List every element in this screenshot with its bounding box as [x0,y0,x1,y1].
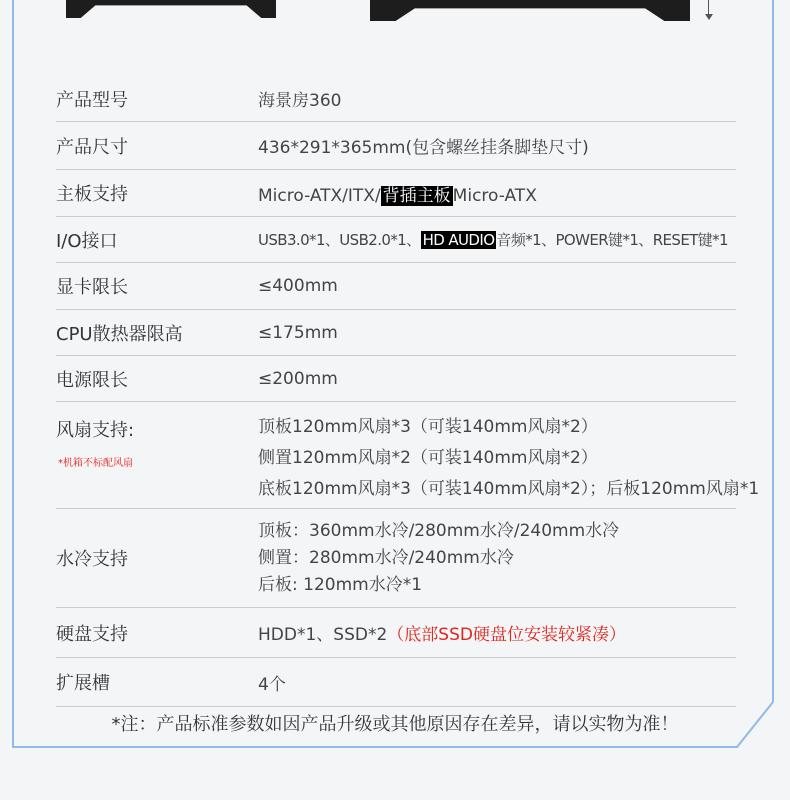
spec-row-storage [56,608,736,658]
spec-label: 产品尺寸 [56,136,128,158]
spec-value-line: 侧置：280mm水冷/240mm水冷 [258,547,514,568]
spec-row-size [56,122,736,170]
spec-row-motherboard [56,170,736,217]
spec-value-line: 顶板120mm风扇*3（可装140mm风扇*2） [258,417,598,437]
spec-value-suffix: Micro-ATX [452,185,537,206]
spec-value: 海景房360 [258,91,342,111]
spec-value: 4个 [258,674,286,695]
spec-label: 硬盘支持 [56,623,128,645]
spec-value-highlight: HD AUDIO [422,231,495,249]
spec-value: ≤175mm [258,322,338,343]
spec-label-group [56,402,258,469]
spec-value [258,181,736,206]
spec-row-water-cooling [56,509,736,608]
case-bottom-image-left [66,0,276,18]
spec-value-prefix: HDD*1、SSD*2 [258,625,388,645]
spec-label: 水冷支持 [56,549,128,570]
spec-row-cpu-cooler [56,310,736,356]
spec-value-line: 底板120mm风扇*3（可装140mm风扇*2）；后板120mm风扇*1 [258,479,760,499]
frame-border-left [12,0,14,748]
disclaimer-footnote: *注：产品标准参数如因产品升级或其他原因存在差异，请以实物为准！ [111,714,679,735]
spec-value: 436*291*365mm(包含螺丝挂条脚垫尺寸) [258,138,589,158]
spec-value-line: 顶板：360mm水冷/280mm水冷/240mm水冷 [258,520,620,541]
frame-border-bottom [12,746,738,748]
case-bottom-image-right [370,0,690,21]
spec-label: 显卡限长 [56,277,128,298]
spec-value-lines [258,402,759,505]
spec-value-prefix: USB3.0*1、USB2.0*1、 [258,231,421,249]
spec-value-line: 后板: 120mm水冷*1 [258,574,423,595]
spec-table [56,76,760,707]
spec-row-gpu-length [56,263,736,310]
spec-row-expansion-slots [56,658,736,707]
spec-value-lines [258,518,736,599]
spec-value-suffix: 音频*1、POWER键*1、RESET键*1 [496,231,728,249]
spec-note: *机箱不标配风扇 [58,458,133,469]
spec-value [258,620,736,645]
spec-value-prefix: Micro-ATX/ITX/ [258,185,381,206]
spec-label: 扩展槽 [56,673,110,694]
spec-value: ≤200mm [258,368,338,389]
spec-value-highlight: 背插主板 [382,185,451,206]
frame-border-right [772,0,774,702]
spec-label: 电源限长 [56,369,128,391]
spec-label: CPU散热器限高 [56,323,183,345]
spec-row-fans [56,402,760,509]
spec-label: 主板支持 [56,184,128,205]
spec-label: 产品型号 [56,89,128,111]
spec-row-psu-length [56,356,736,402]
spec-label: 风扇支持: [56,420,135,441]
spec-row-io [56,217,736,263]
spec-value [258,229,736,250]
spec-label: I/O接口 [56,230,118,252]
spec-value-warning: （底部SSD硬盘位安装较紧凑） [387,625,626,645]
spec-value: ≤400mm [258,276,338,296]
spec-value-line: 侧置120mm风扇*2（可装140mm风扇*2） [258,448,598,468]
spec-row-model [56,76,736,122]
dimension-arrow-head-icon [705,14,713,20]
